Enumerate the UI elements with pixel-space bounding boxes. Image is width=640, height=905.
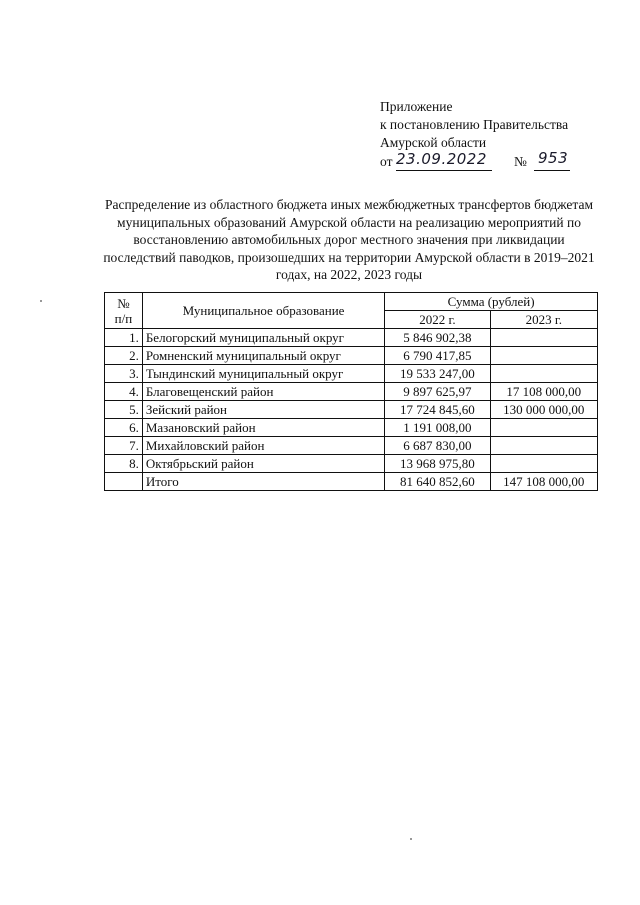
- row-number: 7.: [105, 437, 143, 455]
- row-amount-2023: [490, 419, 597, 437]
- row-amount-2023: [490, 365, 597, 383]
- table-total-row: [105, 473, 598, 491]
- attachment-region: Амурской области: [380, 135, 487, 150]
- row-municipality: Белогорский муниципальный округ: [142, 329, 384, 347]
- total-label: Итого: [142, 473, 384, 491]
- document-title: Распределение из областного бюджета иных межбюджетных трансфертов бюджетам муниципальных образований Амурской области на реализацию мероприятий по восстановлению автомобильных дорог местного значения при ликвидации последствий паводков, произошедших на территории Амурской области в 2019–2021 годах, на 2022, 2023 годы: [103, 197, 595, 282]
- header-year-2022: 2022 г.: [385, 311, 490, 329]
- table-row: [105, 329, 598, 347]
- row-municipality: Октябрьский район: [142, 455, 384, 473]
- scan-speck: [410, 838, 412, 840]
- row-municipality: Зейский район: [142, 401, 384, 419]
- date-number-line: [380, 149, 569, 173]
- total-amount-2022: 81 640 852,60: [385, 473, 490, 491]
- row-amount-2022: 17 724 845,60: [385, 401, 490, 419]
- date-prefix: от: [380, 154, 393, 169]
- header-year-2023: 2023 г.: [490, 311, 597, 329]
- row-number: 4.: [105, 383, 143, 401]
- total-number-empty: [105, 473, 143, 491]
- number-prefix: №: [514, 154, 527, 169]
- table-row: [105, 365, 598, 383]
- row-municipality: Михайловский район: [142, 437, 384, 455]
- table-row: [105, 437, 598, 455]
- row-amount-2023: 17 108 000,00: [490, 383, 597, 401]
- header-number-symbol: №: [117, 295, 130, 311]
- row-amount-2022: 5 846 902,38: [385, 329, 490, 347]
- table-row: [105, 401, 598, 419]
- row-number: 8.: [105, 455, 143, 473]
- row-amount-2022: 13 968 975,80: [385, 455, 490, 473]
- row-number: 5.: [105, 401, 143, 419]
- row-number: 2.: [105, 347, 143, 365]
- row-amount-2023: [490, 455, 597, 473]
- table-row: [105, 383, 598, 401]
- row-municipality: Ромненский муниципальный округ: [142, 347, 384, 365]
- row-amount-2023: [490, 347, 597, 365]
- row-number: 3.: [105, 365, 143, 383]
- number-underline: [534, 170, 570, 171]
- row-municipality: Тындинский муниципальный округ: [142, 365, 384, 383]
- row-number: 6.: [105, 419, 143, 437]
- allocation-table: [104, 292, 598, 491]
- total-amount-2023: 147 108 000,00: [490, 473, 597, 491]
- row-amount-2022: 6 790 417,85: [385, 347, 490, 365]
- table-row: [105, 419, 598, 437]
- row-amount-2023: 130 000 000,00: [490, 401, 597, 419]
- header-sum: Сумма (рублей): [385, 293, 598, 311]
- row-municipality: Благовещенский район: [142, 383, 384, 401]
- date-underline: [396, 170, 492, 171]
- attachment-resolution: к постановлению Правительства: [380, 117, 569, 132]
- header-number: [105, 293, 143, 329]
- row-amount-2022: 1 191 008,00: [385, 419, 490, 437]
- header-number-abbr: п/п: [114, 310, 133, 326]
- attachment-block: [380, 98, 568, 173]
- scan-speck: [40, 300, 42, 302]
- row-amount-2023: [490, 437, 597, 455]
- attachment-label: Приложение: [380, 99, 453, 114]
- header-municipality: Муниципальное образование: [142, 293, 384, 329]
- table-row: [105, 455, 598, 473]
- row-amount-2022: 9 897 625,97: [385, 383, 490, 401]
- row-municipality: Мазановский район: [142, 419, 384, 437]
- row-amount-2022: 6 687 830,00: [385, 437, 490, 455]
- table-row: [105, 347, 598, 365]
- row-amount-2022: 19 533 247,00: [385, 365, 490, 383]
- row-amount-2023: [490, 329, 597, 347]
- row-number: 1.: [105, 329, 143, 347]
- handwritten-date: 23.09.2022: [396, 150, 487, 168]
- table-header-row: [105, 293, 598, 311]
- handwritten-number: 953: [538, 149, 569, 167]
